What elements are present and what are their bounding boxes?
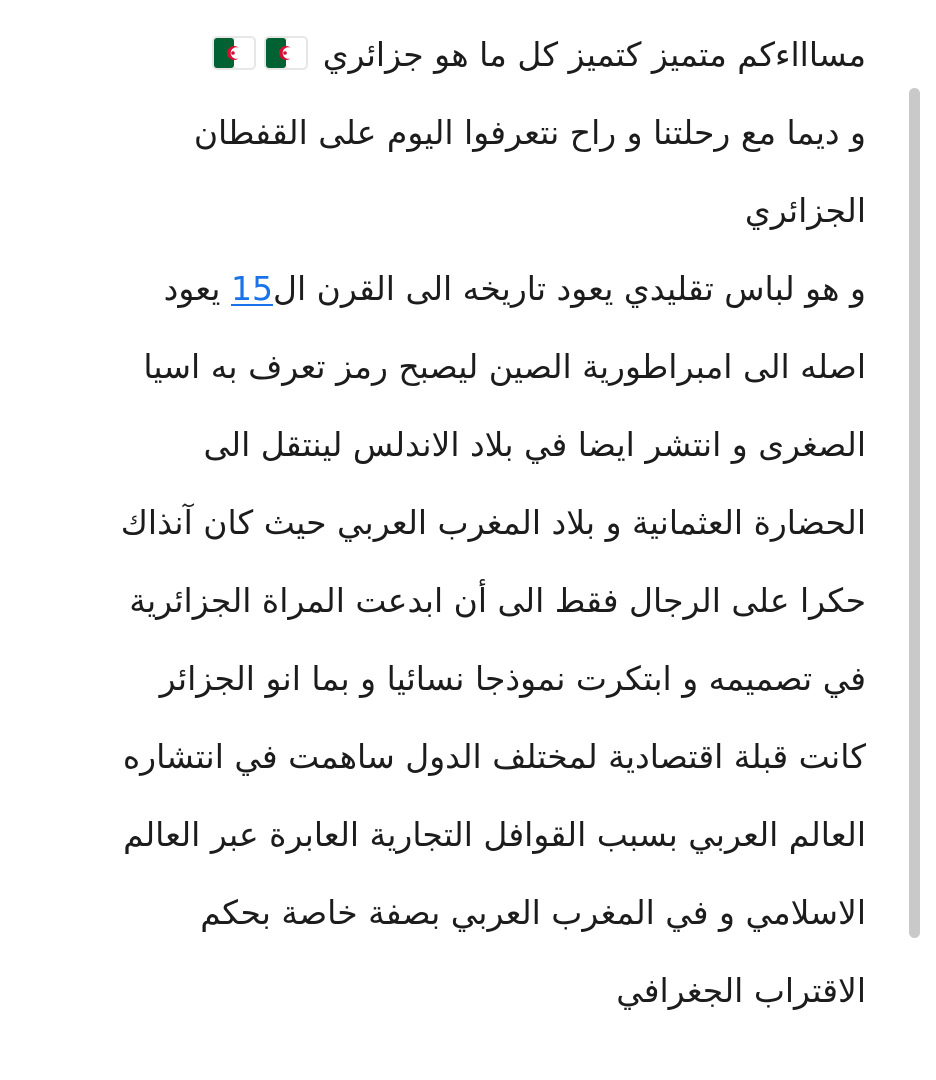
- post-content: [60, 16, 866, 1080]
- post-line: في تصميمه و ابتكرت نموذجا نسائيا و بما انو الجزائر: [159, 659, 866, 698]
- post-line: الجزائري: [744, 191, 866, 230]
- post-line: كانت قبلة اقتصادية لمختلف الدول ساهمت في انتشاره: [122, 737, 866, 776]
- post-body: [60, 16, 866, 1030]
- century-number-link[interactable]: 15: [230, 269, 273, 308]
- post-line: اصله الى امبراطورية الصين ليصبح رمز تعرف به اسيا: [143, 347, 866, 386]
- post-line: العالم العربي بسبب القوافل التجارية العابرة عبر العالم: [123, 815, 866, 854]
- post-line-text: مساااءكم متميز كتميز كل ما هو جزائري: [322, 35, 866, 74]
- post-line: حكرا على الرجال فقط الى أن ابدعت المراة الجزائرية: [129, 581, 866, 620]
- post-line: [60, 16, 866, 94]
- post-line: الحضارة العثمانية و بلاد المغرب العربي حيث كان آنذاك: [120, 503, 866, 542]
- vertical-scrollbar[interactable]: [909, 88, 920, 938]
- algeria-flag-icon: [212, 36, 256, 70]
- post-line: و ديما مع رحلتنا و راح نتعرفوا اليوم على القفطان: [193, 113, 866, 152]
- post-line-text: يعود: [163, 269, 231, 308]
- algeria-flag-icon: [264, 36, 308, 70]
- post-line: الصغرى و انتشر ايضا في بلاد الاندلس لينتقل الى: [203, 425, 866, 464]
- post-line-text: و هو لباس تقليدي يعود تاريخه الى القرن ال: [272, 269, 866, 308]
- post-line-century: [60, 250, 866, 328]
- post-line: الاسلامي و في المغرب العربي بصفة خاصة بحكم: [200, 893, 866, 932]
- post-line: الاقتراب الجغرافي: [616, 971, 866, 1010]
